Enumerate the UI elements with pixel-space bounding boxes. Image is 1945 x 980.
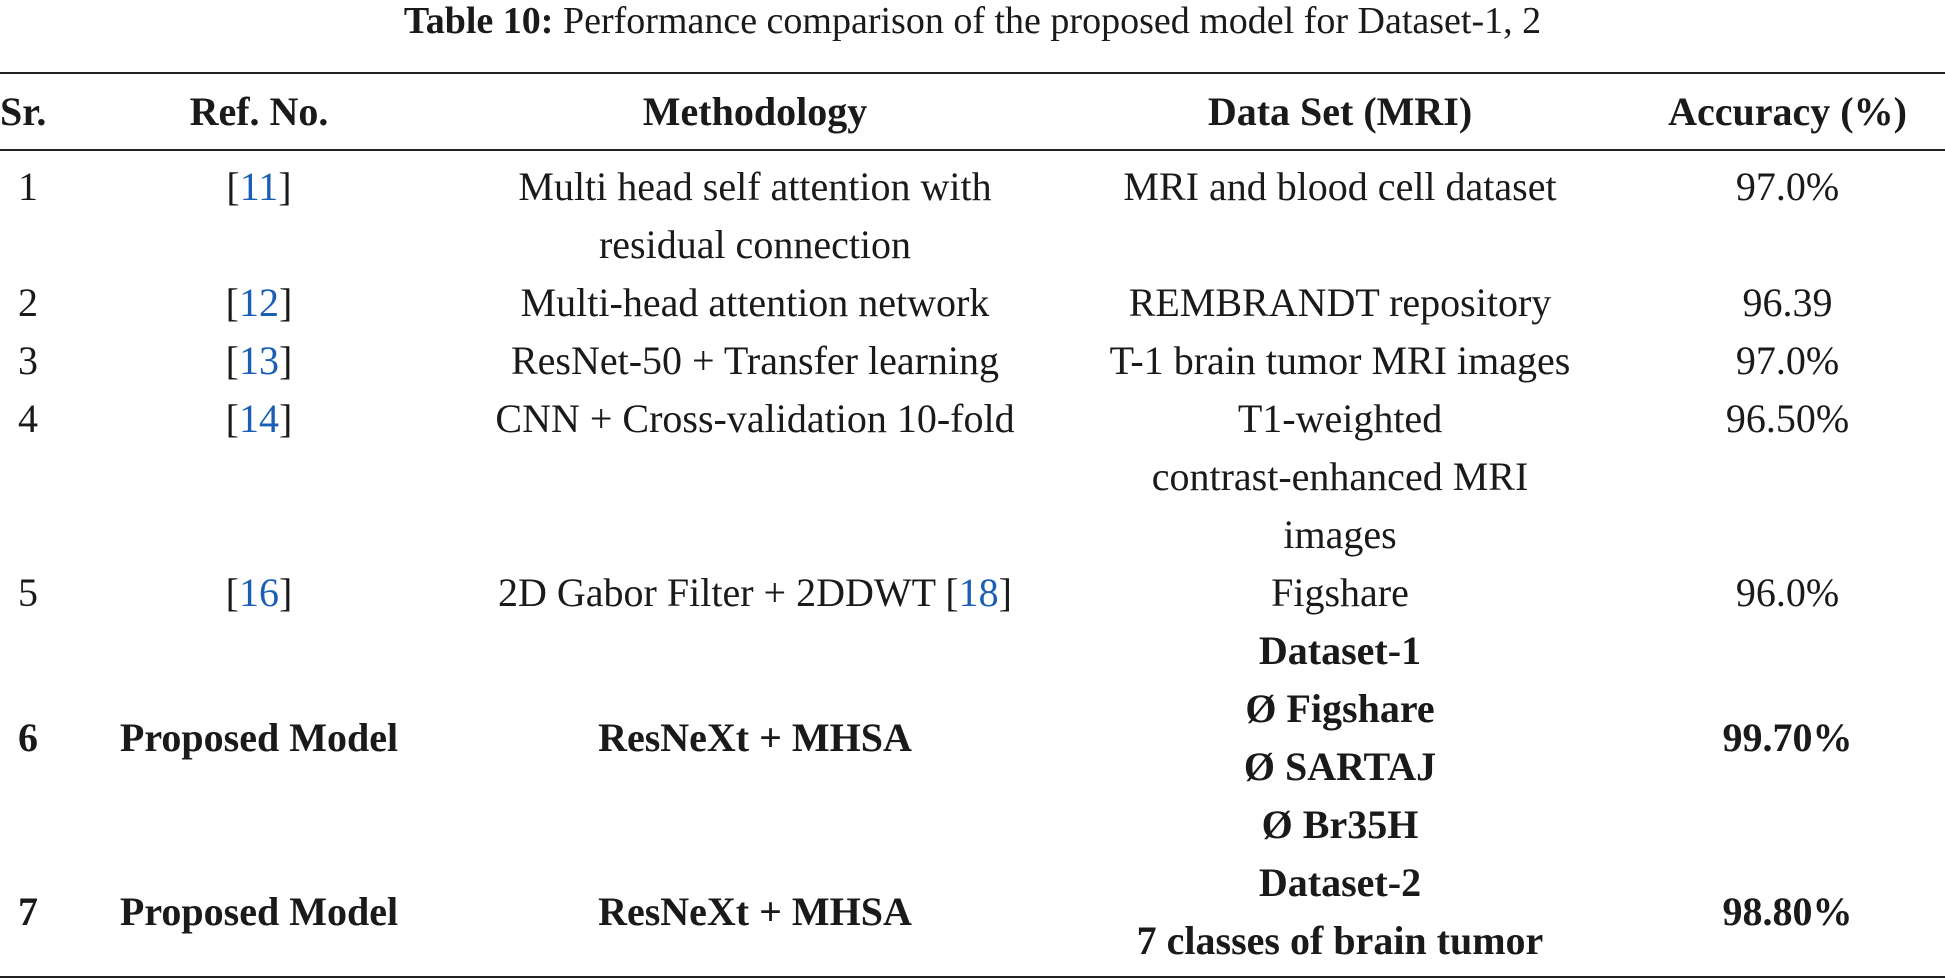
cell-methodology [460, 390, 1050, 564]
cell-methodology [460, 274, 1050, 332]
header-accuracy: Accuracy (%) [1668, 88, 1907, 134]
dataset-line: Ø Br35H [1261, 802, 1419, 847]
dataset-line: T-1 brain tumor MRI images [1109, 338, 1571, 383]
dataset-line: MRI and blood cell dataset [1123, 164, 1557, 209]
table-row-proposed [0, 854, 1945, 977]
header-row [0, 73, 1945, 150]
cell-sr: 4 [18, 396, 38, 441]
cell-ref: [14] [225, 396, 293, 441]
caption-text: Performance comparison of the proposed model for Dataset-1, 2 [562, 0, 1542, 42]
ref-link[interactable]: 14 [239, 396, 279, 441]
cell-dataset [1050, 150, 1630, 274]
cell-dataset [1050, 564, 1630, 622]
ref-link[interactable]: 12 [239, 280, 279, 325]
cell-dataset [1050, 390, 1630, 564]
methodology-line: ResNet-50 + Transfer learning [510, 338, 1000, 383]
cell-accuracy: 96.50% [1725, 396, 1850, 441]
methodology-line: ResNeXt + MHSA [598, 715, 912, 760]
ref-link[interactable]: 13 [239, 338, 279, 383]
cell-accuracy: 97.0% [1735, 338, 1840, 383]
dataset-line: Figshare [1271, 570, 1409, 615]
cell-dataset [1050, 622, 1630, 854]
cell-sr: 2 [18, 280, 38, 325]
cell-sr: 7 [18, 889, 38, 934]
table-row [0, 332, 1945, 390]
cell-methodology [460, 150, 1050, 274]
comparison-table-container [0, 72, 1945, 978]
cell-ref: Proposed Model [119, 889, 399, 934]
cell-accuracy: 98.80% [1722, 889, 1853, 934]
cell-accuracy: 97.0% [1735, 164, 1840, 209]
dataset-line: Dataset-1 [1258, 628, 1422, 673]
cell-sr: 1 [18, 164, 38, 209]
methodology-line: ResNeXt + MHSA [598, 889, 912, 934]
cell-accuracy: 99.70% [1722, 715, 1853, 760]
cell-ref: [16] [225, 570, 293, 615]
table-caption [0, 0, 1945, 42]
table-row [0, 150, 1945, 274]
methodology-line: Multi head self attention with [518, 164, 992, 209]
dataset-line: Dataset-2 [1258, 860, 1422, 905]
cell-sr: 5 [18, 570, 38, 615]
cell-accuracy: 96.0% [1735, 570, 1840, 615]
cell-methodology [460, 622, 1050, 854]
table-header [0, 73, 1945, 150]
header-methodology: Methodology [642, 88, 868, 134]
cell-methodology [460, 854, 1050, 977]
header-ref-no: Ref. No. [189, 88, 329, 134]
caption-label: Table 10: [403, 0, 554, 42]
cell-ref: [12] [225, 280, 293, 325]
cell-dataset [1050, 854, 1630, 977]
dataset-line: T1-weighted [1237, 396, 1443, 441]
methodology-line: Multi-head attention network [520, 280, 990, 325]
cell-dataset [1050, 274, 1630, 332]
dataset-line: contrast-enhanced MRI [1151, 454, 1529, 499]
table-row [0, 390, 1945, 564]
cell-sr: 3 [18, 338, 38, 383]
cell-sr: 6 [18, 715, 38, 760]
cell-dataset [1050, 332, 1630, 390]
ref-link[interactable]: 16 [239, 570, 279, 615]
comparison-table [0, 72, 1945, 978]
ref-link[interactable]: 18 [958, 570, 999, 615]
dataset-line: Ø SARTAJ [1243, 744, 1437, 789]
methodology-line: residual connection [598, 222, 912, 267]
cell-methodology [460, 332, 1050, 390]
table-row [0, 274, 1945, 332]
table-body [0, 150, 1945, 977]
header-sr: Sr. [0, 88, 47, 134]
dataset-line: Ø Figshare [1245, 686, 1435, 731]
header-dataset: Data Set (MRI) [1207, 88, 1473, 134]
table-row-proposed [0, 622, 1945, 854]
dataset-line: images [1283, 512, 1397, 557]
cell-accuracy: 96.39 [1742, 280, 1833, 325]
dataset-line: REMBRANDT repository [1128, 280, 1552, 325]
cell-methodology: 2D Gabor Filter + 2DDWT [18] [498, 570, 1012, 615]
cell-ref: [13] [225, 338, 293, 383]
ref-link[interactable]: 11 [239, 164, 279, 209]
methodology-text: 2D Gabor Filter + 2DDWT [498, 570, 946, 615]
dataset-line: 7 classes of brain tumor [1136, 918, 1544, 963]
cell-ref: [11] [226, 164, 292, 209]
table-row [0, 564, 1945, 622]
cell-ref: Proposed Model [119, 715, 399, 760]
methodology-line: CNN + Cross-validation 10-fold [495, 396, 1015, 441]
